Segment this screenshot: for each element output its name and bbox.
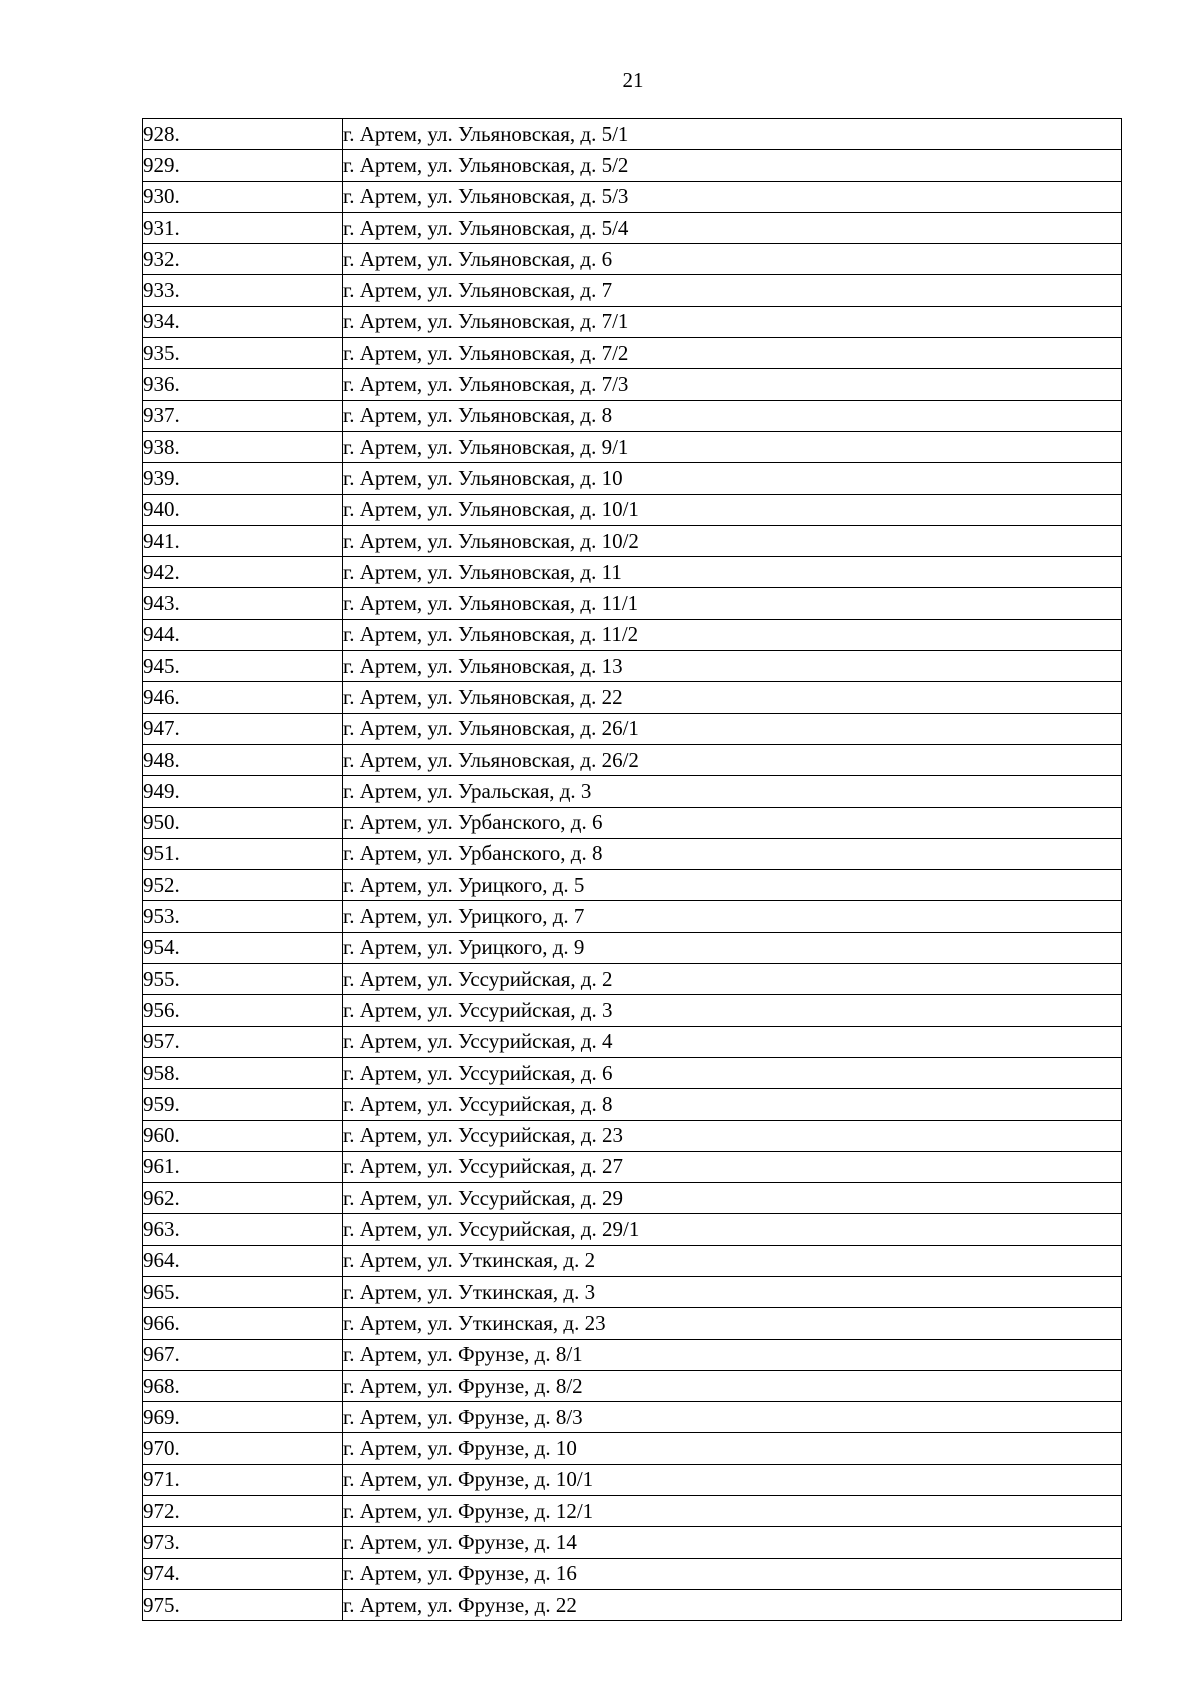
row-address: г. Артем, ул. Уральская, д. 3 — [343, 776, 1122, 807]
row-number: 940. — [143, 494, 343, 525]
row-number: 960. — [143, 1120, 343, 1151]
table-row — [143, 275, 1122, 306]
row-address: г. Артем, ул. Уссурийская, д. 27 — [343, 1151, 1122, 1182]
table-row — [143, 1496, 1122, 1527]
row-address: г. Артем, ул. Ульяновская, д. 5/1 — [343, 119, 1122, 150]
row-address: г. Артем, ул. Ульяновская, д. 6 — [343, 244, 1122, 275]
table-row — [143, 713, 1122, 744]
row-number: 953. — [143, 901, 343, 932]
row-address: г. Артем, ул. Уссурийская, д. 8 — [343, 1089, 1122, 1120]
row-number: 935. — [143, 338, 343, 369]
row-address: г. Артем, ул. Ульяновская, д. 7 — [343, 275, 1122, 306]
table-row — [143, 1339, 1122, 1370]
row-number: 969. — [143, 1402, 343, 1433]
row-number: 964. — [143, 1245, 343, 1276]
row-number: 945. — [143, 651, 343, 682]
row-address: г. Артем, ул. Фрунзе, д. 8/2 — [343, 1370, 1122, 1401]
table-row — [143, 1151, 1122, 1182]
table-row — [143, 1589, 1122, 1620]
row-address: г. Артем, ул. Урицкого, д. 5 — [343, 870, 1122, 901]
row-address: г. Артем, ул. Уссурийская, д. 23 — [343, 1120, 1122, 1151]
row-number: 967. — [143, 1339, 343, 1370]
table-row — [143, 525, 1122, 556]
row-number: 951. — [143, 838, 343, 869]
table-row — [143, 1276, 1122, 1307]
table-row — [143, 964, 1122, 995]
table-row — [143, 494, 1122, 525]
table-row — [143, 1433, 1122, 1464]
table-row — [143, 306, 1122, 337]
row-number: 974. — [143, 1558, 343, 1589]
row-address: г. Артем, ул. Ульяновская, д. 5/3 — [343, 181, 1122, 212]
row-address: г. Артем, ул. Ульяновская, д. 7/3 — [343, 369, 1122, 400]
table-row — [143, 995, 1122, 1026]
row-address: г. Артем, ул. Фрунзе, д. 22 — [343, 1589, 1122, 1620]
table-row — [143, 1527, 1122, 1558]
row-number: 943. — [143, 588, 343, 619]
row-address: г. Артем, ул. Урбанского, д. 8 — [343, 838, 1122, 869]
row-number: 956. — [143, 995, 343, 1026]
row-number: 948. — [143, 744, 343, 775]
row-address: г. Артем, ул. Ульяновская, д. 22 — [343, 682, 1122, 713]
row-address: г. Артем, ул. Уткинская, д. 3 — [343, 1276, 1122, 1307]
row-address: г. Артем, ул. Ульяновская, д. 9/1 — [343, 431, 1122, 462]
table-row — [143, 588, 1122, 619]
row-address: г. Артем, ул. Ульяновская, д. 11 — [343, 557, 1122, 588]
row-address: г. Артем, ул. Фрунзе, д. 8/1 — [343, 1339, 1122, 1370]
row-address: г. Артем, ул. Ульяновская, д. 11/1 — [343, 588, 1122, 619]
row-number: 950. — [143, 807, 343, 838]
row-address: г. Артем, ул. Фрунзе, д. 14 — [343, 1527, 1122, 1558]
row-number: 934. — [143, 306, 343, 337]
table-row — [143, 870, 1122, 901]
row-number: 929. — [143, 150, 343, 181]
row-number: 968. — [143, 1370, 343, 1401]
table-row — [143, 838, 1122, 869]
row-number: 946. — [143, 682, 343, 713]
row-address: г. Артем, ул. Ульяновская, д. 26/2 — [343, 744, 1122, 775]
table-row — [143, 244, 1122, 275]
row-address: г. Артем, ул. Уссурийская, д. 6 — [343, 1057, 1122, 1088]
table-row — [143, 1464, 1122, 1495]
row-number: 936. — [143, 369, 343, 400]
table-row — [143, 682, 1122, 713]
table-row — [143, 744, 1122, 775]
address-table — [142, 118, 1122, 1621]
row-number: 972. — [143, 1496, 343, 1527]
table-row — [143, 901, 1122, 932]
row-address: г. Артем, ул. Ульяновская, д. 8 — [343, 400, 1122, 431]
row-address: г. Артем, ул. Фрунзе, д. 8/3 — [343, 1402, 1122, 1433]
row-number: 955. — [143, 964, 343, 995]
table-row — [143, 1026, 1122, 1057]
row-number: 970. — [143, 1433, 343, 1464]
row-number: 954. — [143, 932, 343, 963]
row-address: г. Артем, ул. Урицкого, д. 7 — [343, 901, 1122, 932]
row-address: г. Артем, ул. Ульяновская, д. 10 — [343, 463, 1122, 494]
table-row — [143, 369, 1122, 400]
row-address: г. Артем, ул. Уссурийская, д. 29/1 — [343, 1214, 1122, 1245]
table-row — [143, 776, 1122, 807]
row-address: г. Артем, ул. Ульяновская, д. 26/1 — [343, 713, 1122, 744]
table-row — [143, 1308, 1122, 1339]
row-number: 963. — [143, 1214, 343, 1245]
row-number: 949. — [143, 776, 343, 807]
row-address: г. Артем, ул. Фрунзе, д. 16 — [343, 1558, 1122, 1589]
table-row — [143, 150, 1122, 181]
table-row — [143, 619, 1122, 650]
row-number: 942. — [143, 557, 343, 588]
row-number: 959. — [143, 1089, 343, 1120]
row-number: 931. — [143, 212, 343, 243]
page-number: 21 — [622, 68, 644, 92]
row-address: г. Артем, ул. Урицкого, д. 9 — [343, 932, 1122, 963]
row-number: 930. — [143, 181, 343, 212]
row-number: 971. — [143, 1464, 343, 1495]
row-number: 944. — [143, 619, 343, 650]
row-number: 939. — [143, 463, 343, 494]
row-number: 957. — [143, 1026, 343, 1057]
row-address: г. Артем, ул. Уссурийская, д. 2 — [343, 964, 1122, 995]
row-address: г. Артем, ул. Уткинская, д. 2 — [343, 1245, 1122, 1276]
row-number: 958. — [143, 1057, 343, 1088]
table-row — [143, 651, 1122, 682]
row-number: 962. — [143, 1183, 343, 1214]
row-address: г. Артем, ул. Уссурийская, д. 29 — [343, 1183, 1122, 1214]
row-address: г. Артем, ул. Ульяновская, д. 7/2 — [343, 338, 1122, 369]
row-number: 933. — [143, 275, 343, 306]
table-row — [143, 557, 1122, 588]
row-address: г. Артем, ул. Фрунзе, д. 10 — [343, 1433, 1122, 1464]
row-address: г. Артем, ул. Ульяновская, д. 5/2 — [343, 150, 1122, 181]
table-row — [143, 1089, 1122, 1120]
row-number: 938. — [143, 431, 343, 462]
row-number: 947. — [143, 713, 343, 744]
row-address: г. Артем, ул. Ульяновская, д. 7/1 — [343, 306, 1122, 337]
row-number: 973. — [143, 1527, 343, 1558]
table-row — [143, 1057, 1122, 1088]
row-address: г. Артем, ул. Уссурийская, д. 4 — [343, 1026, 1122, 1057]
row-address: г. Артем, ул. Фрунзе, д. 12/1 — [343, 1496, 1122, 1527]
table-row — [143, 431, 1122, 462]
table-row — [143, 1402, 1122, 1433]
address-table-body — [143, 119, 1122, 1621]
row-number: 941. — [143, 525, 343, 556]
row-address: г. Артем, ул. Ульяновская, д. 5/4 — [343, 212, 1122, 243]
row-address: г. Артем, ул. Уткинская, д. 23 — [343, 1308, 1122, 1339]
table-row — [143, 463, 1122, 494]
row-number: 961. — [143, 1151, 343, 1182]
row-number: 975. — [143, 1589, 343, 1620]
row-address: г. Артем, ул. Ульяновская, д. 11/2 — [343, 619, 1122, 650]
row-address: г. Артем, ул. Уссурийская, д. 3 — [343, 995, 1122, 1026]
table-row — [143, 1183, 1122, 1214]
row-address: г. Артем, ул. Урбанского, д. 6 — [343, 807, 1122, 838]
table-row — [143, 1214, 1122, 1245]
table-row — [143, 807, 1122, 838]
row-number: 932. — [143, 244, 343, 275]
table-row — [143, 1245, 1122, 1276]
row-number: 966. — [143, 1308, 343, 1339]
table-row — [143, 932, 1122, 963]
table-row — [143, 181, 1122, 212]
row-number: 965. — [143, 1276, 343, 1307]
row-address: г. Артем, ул. Ульяновская, д. 13 — [343, 651, 1122, 682]
table-row — [143, 1120, 1122, 1151]
table-row — [143, 212, 1122, 243]
row-number: 952. — [143, 870, 343, 901]
table-row — [143, 119, 1122, 150]
row-address: г. Артем, ул. Ульяновская, д. 10/2 — [343, 525, 1122, 556]
row-number: 928. — [143, 119, 343, 150]
table-row — [143, 1370, 1122, 1401]
row-address: г. Артем, ул. Фрунзе, д. 10/1 — [343, 1464, 1122, 1495]
table-row — [143, 1558, 1122, 1589]
table-row — [143, 338, 1122, 369]
table-row — [143, 400, 1122, 431]
row-address: г. Артем, ул. Ульяновская, д. 10/1 — [343, 494, 1122, 525]
row-number: 937. — [143, 400, 343, 431]
